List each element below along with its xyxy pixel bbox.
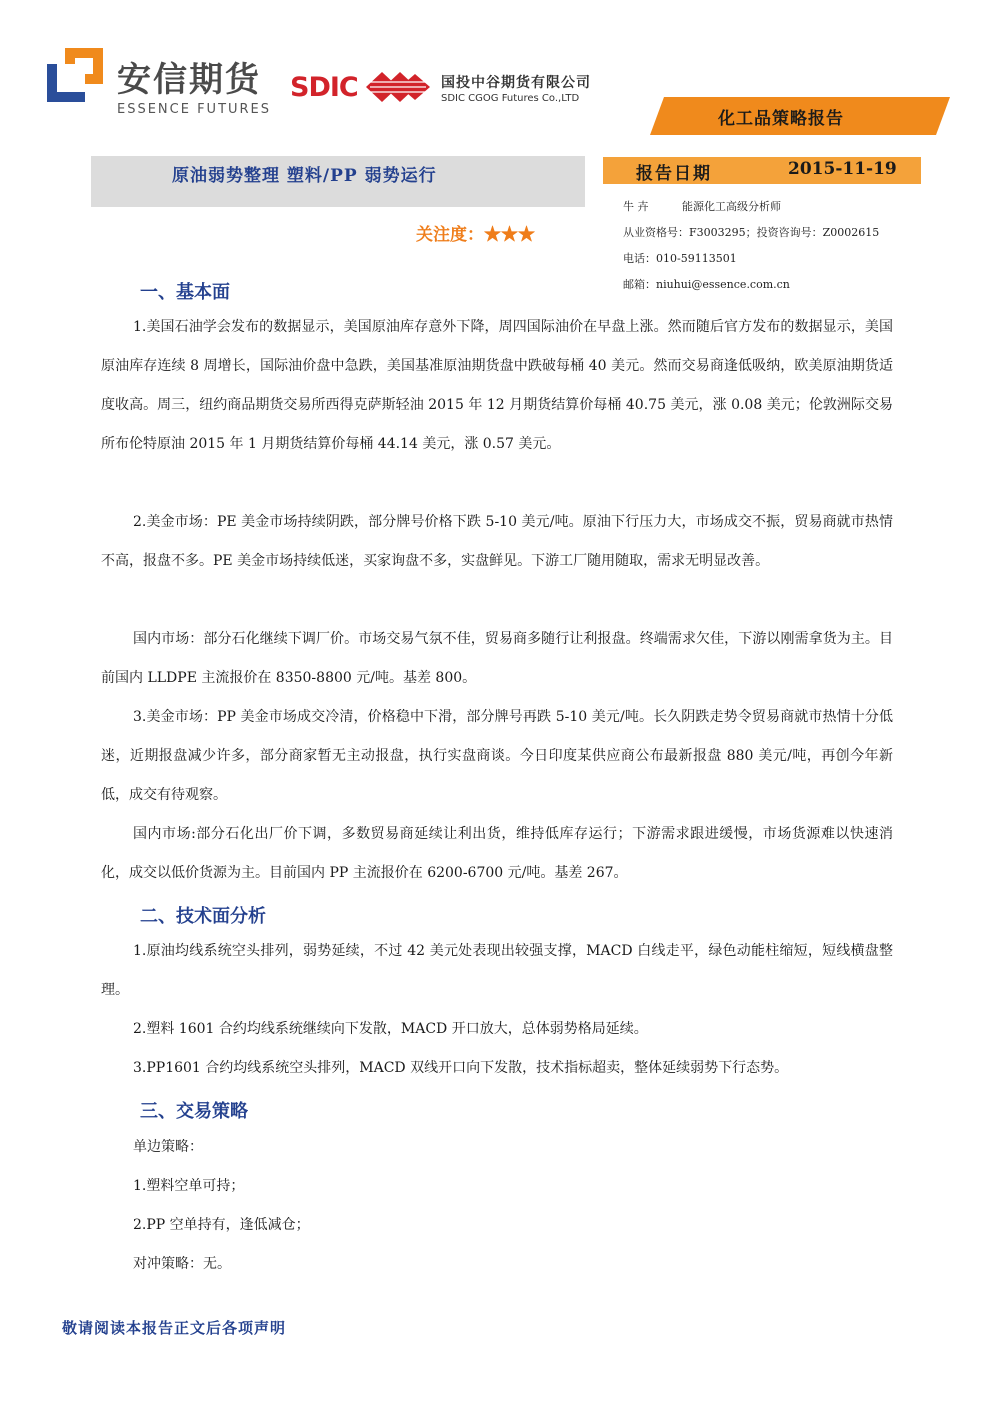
partner-name-en: SDIC CGOG Futures Co.,LTD <box>441 93 580 104</box>
section-heading-technical: 二、技术面分析 <box>140 906 266 927</box>
analyst-name: 牛 卉 <box>623 200 649 213</box>
paragraph-pp-domestic: 国内市场:部分石化出厂价下调，多数贸易商延续让利出货，维持低库存运行；下游需求跟进缓慢，市场货源难以快速消化，成交以低价货源为主。目前国内 PP 主流报价在 6200-6700 元/吨。基差 267。 <box>101 826 893 881</box>
paragraph-tech-crude: 1.原油均线系统空头排列，弱势延续，不过 42 美元处表现出较强支撑，MACD 白线走平，绿色动能柱缩短，短线横盘整理。 <box>101 943 893 998</box>
strategy-item-pp: 2.PP 空单持有，逢低减仓； <box>133 1217 310 1233</box>
attention-rating: 关注度：★★★ <box>416 225 535 245</box>
strategy-single-label: 单边策略： <box>133 1139 203 1155</box>
strategy-hedge: 对冲策略：无。 <box>133 1256 231 1272</box>
disclaimer-footer: 敬请阅读本报告正文后各项声明 <box>62 1319 287 1337</box>
report-date-value: 2015-11-19 <box>788 159 897 179</box>
section-heading-strategy: 三、交易策略 <box>140 1101 248 1122</box>
paragraph-pe-domestic: 国内市场：部分石化继续下调厂价。市场交易气氛不佳，贸易商多随行让利报盘。终端需求欠佳，下游以刚需拿货为主。目前国内 LLDPE 主流报价在 8350-8800 元/吨。基差 800。 <box>101 631 893 686</box>
strategy-item-plastic: 1.塑料空单可持； <box>133 1178 245 1194</box>
brand-name-cn: 安信期货 <box>117 60 261 100</box>
partner-name-cn: 国投中谷期货有限公司 <box>441 75 591 91</box>
brand-name-en: ESSENCE FUTURES <box>117 102 272 117</box>
analyst-license: 从业资格号：F3003295；投资咨询号：Z0002615 <box>623 226 880 239</box>
essence-logo-icon <box>47 48 103 102</box>
paragraph-crude: 1.美国石油学会发布的数据显示，美国原油库存意外下降，周四国际油价在早盘上涨。然而随后官方发布的数据显示，美国原油库存连续 8 周增长，国际油价盘中急跌，美国基准原油期货盘中跌破每桶 40 美元。然而交易商逢低吸纳，欧美原油期货适度收高。周三，纽约商品期货交易所西得克萨斯轻油 2015 年 12 月期货结算价每桶 40.75 美元，涨 0.08 美元；伦敦洲际交易所布伦特原油 2015 年 1 月期货结算价每桶 44.14 美元，涨 0.57 美元。 <box>101 319 893 452</box>
paragraph-pp-dollar: 3.美金市场：PP 美金市场成交冷清，价格稳中下滑，部分牌号再跌 5-10 美元/吨。长久阴跌走势令贸易商就市热情十分低迷，近期报盘减少许多，部分商家暂无主动报盘，执行实盘商谈。今日印度某供应商公布最新报盘 880 美元/吨，再创今年新低，成交有待观察。 <box>101 709 893 803</box>
paragraph-pe-dollar: 2.美金市场：PE 美金市场持续阴跌，部分牌号价格下跌 5-10 美元/吨。原油下行压力大，市场成交不振，贸易商就市热情不高，报盘不多。PE 美金市场持续低迷，买家询盘不多，实盘鲜见。下游工厂随用随取，需求无明显改善。 <box>101 514 893 569</box>
analyst-phone: 电话：010-59113501 <box>623 252 737 265</box>
report-type-label: 化工品策略报告 <box>718 109 844 129</box>
paragraph-tech-plastic: 2.塑料 1601 合约均线系统继续向下发散，MACD 开口放大，总体弱势格局延续。 <box>133 1021 648 1037</box>
analyst-role: 能源化工高级分析师 <box>682 200 781 213</box>
paragraph-tech-pp: 3.PP1601 合约均线系统空头排列，MACD 双线开口向下发散，技术指标超卖，整体延续弱势下行态势。 <box>133 1060 789 1076</box>
report-date-label: 报告日期 <box>636 164 712 184</box>
report-title: 原油弱势整理 塑料/PP 弱势运行 <box>172 166 437 186</box>
section-heading-fundamentals: 一、基本面 <box>140 282 230 303</box>
sdic-wordmark: SDIC <box>290 72 358 103</box>
sdic-diamond-icon <box>366 70 430 104</box>
analyst-email: 邮箱：niuhui@essence.com.cn <box>623 278 790 291</box>
